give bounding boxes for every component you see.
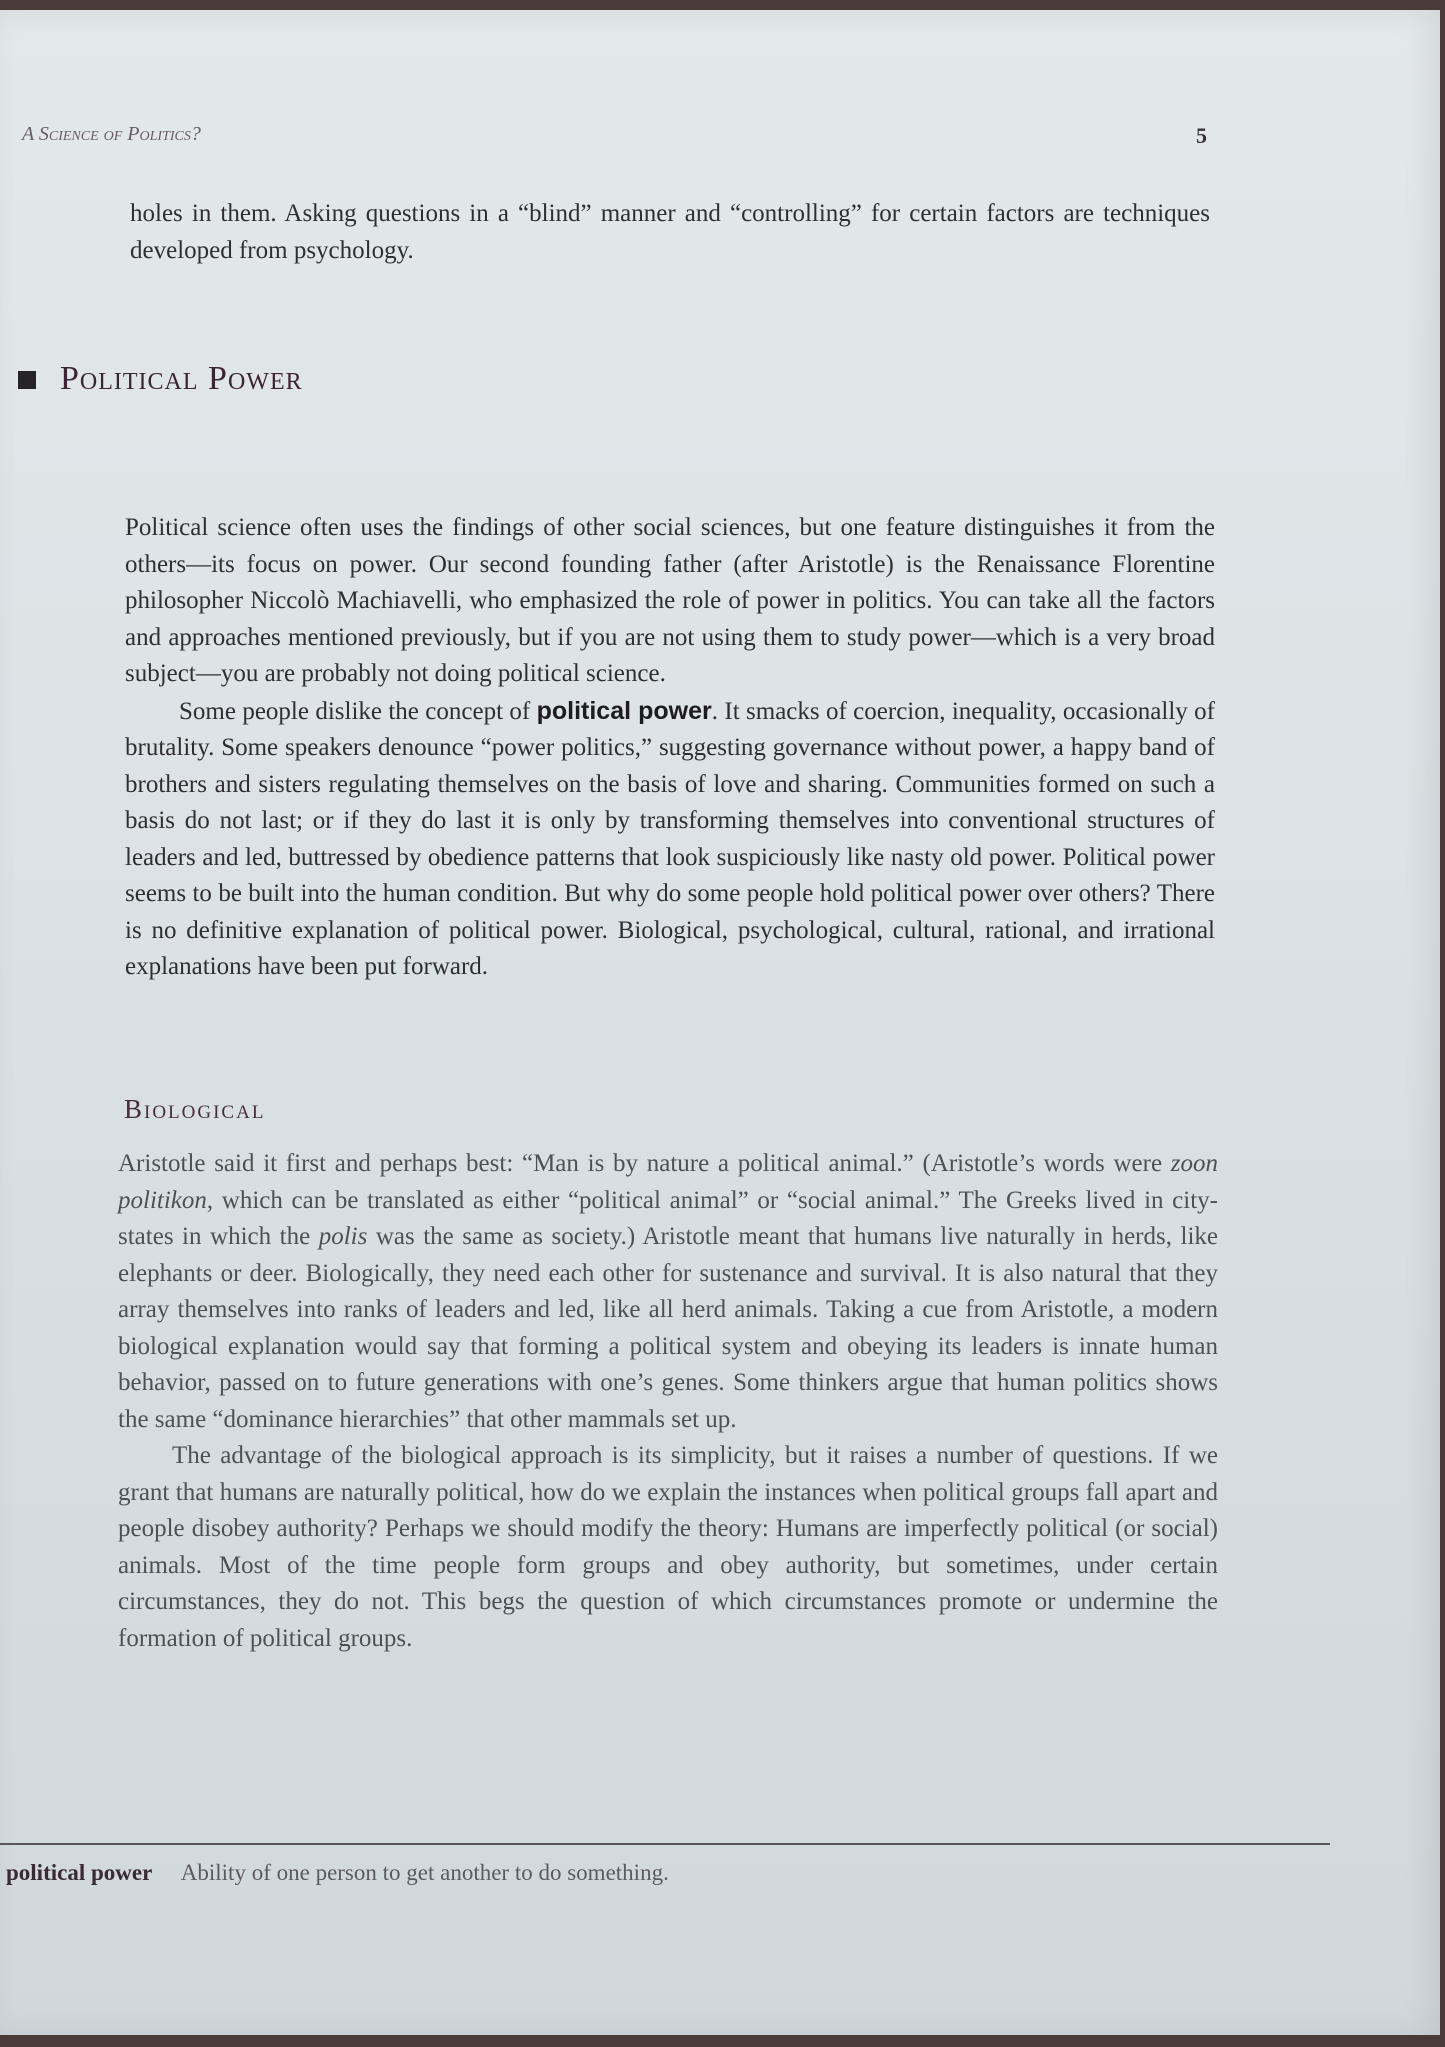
political-power-paragraph-2 [125, 693, 1215, 986]
bio-text-a: Aristotle said it first and perhaps best: “Man is by nature a political animal.” (Aristotle’s words were [118, 1150, 1171, 1177]
para2-text-before: Some people dislike the concept of [179, 697, 537, 725]
section-heading [18, 360, 303, 398]
book-page [0, 10, 1440, 2035]
italic-polis: polis [318, 1223, 368, 1250]
running-head: A Science of Politics? [22, 123, 201, 145]
intro-paragraph: holes in them. Asking questions in a “blind” manner and “controlling” for certain factors are techniques developed from psychology. [130, 200, 1210, 264]
key-term-political-power: political power [536, 696, 712, 725]
italic-zoon-politikon: zoon politikon [118, 1150, 1218, 1214]
square-bullet-icon [18, 371, 36, 389]
bio-text-b: , which can be translated as either “political animal” or “social animal.” The Greeks lived in city-states in which the [118, 1186, 1218, 1250]
footnote-divider [0, 1843, 1330, 1845]
glossary-entry [6, 1860, 1306, 1886]
political-power-section [125, 510, 1215, 986]
political-power-paragraph-1: Political science often uses the findings of other social sciences, but one feature distinguishes it from the others—its focus on power. Our second founding father (after Aristotle) is the Renaissance Florentine philosopher Niccolò Machiavelli, who emphasized the role of power in politics. You can take all the factors and approaches mentioned previously, but if you are not using them to study power—which is a very broad subject—you are probably not doing political science. [125, 514, 1215, 687]
biological-section [118, 1146, 1218, 1657]
biological-paragraph-2: The advantage of the biological approach is its simplicity, but it raises a number of questions. If we grant that humans are naturally political, how do we explain the instances when political groups fall apart and people disobey authority? Perhaps we should modify the theory: Humans are imperfectly political (or social) animals. Most of the time people form groups and obey authority, but sometimes, under certain circumstances, they do not. This begs the question of which circumstances promote or undermine the formation of political groups. [118, 1442, 1218, 1652]
intro-paragraph-block [130, 196, 1210, 269]
glossary-definition: Ability of one person to get another to do something. [180, 1860, 669, 1885]
page-number: 5 [1196, 123, 1207, 148]
bio-text-c: was the same as society.) Aristotle meant that humans live naturally in herds, like elephants or deer. Biologically, they need each other for sustenance and survival. It is also natural that they array themselves into ranks of leaders and led, like all herd animals. Taking a cue from Aristotle, a modern biological explanation would say that forming a political system and obeying its leaders is innate human behavior, passed on to future generations with one’s genes. Some thinkers argue that human politics shows the same “dominance hierarchies” that other mammals set up. [118, 1223, 1218, 1433]
para2-text-after: . It smacks of coercion, inequality, occasionally of brutality. Some speakers denounce “power politics,” suggesting governance without power, a happy band of brothers and sisters regulating themselves on the basis of love and sharing. Communities formed on such a basis do not last; or if they do last it is only by transforming themselves into conventional structures of leaders and led, buttressed by obedience patterns that look suspiciously like nasty old power. Political power seems to be built into the human condition. But why do some people hold political power over others? There is no definitive explanation of political power. Biological, psychological, cultural, rational, and irrational explanations have been put forward. [125, 697, 1215, 980]
glossary-term: political power [6, 1860, 153, 1885]
section-heading-text: Political Power [60, 360, 303, 397]
biological-paragraph-1 [118, 1146, 1218, 1438]
subsection-heading: Biological [124, 1094, 266, 1124]
